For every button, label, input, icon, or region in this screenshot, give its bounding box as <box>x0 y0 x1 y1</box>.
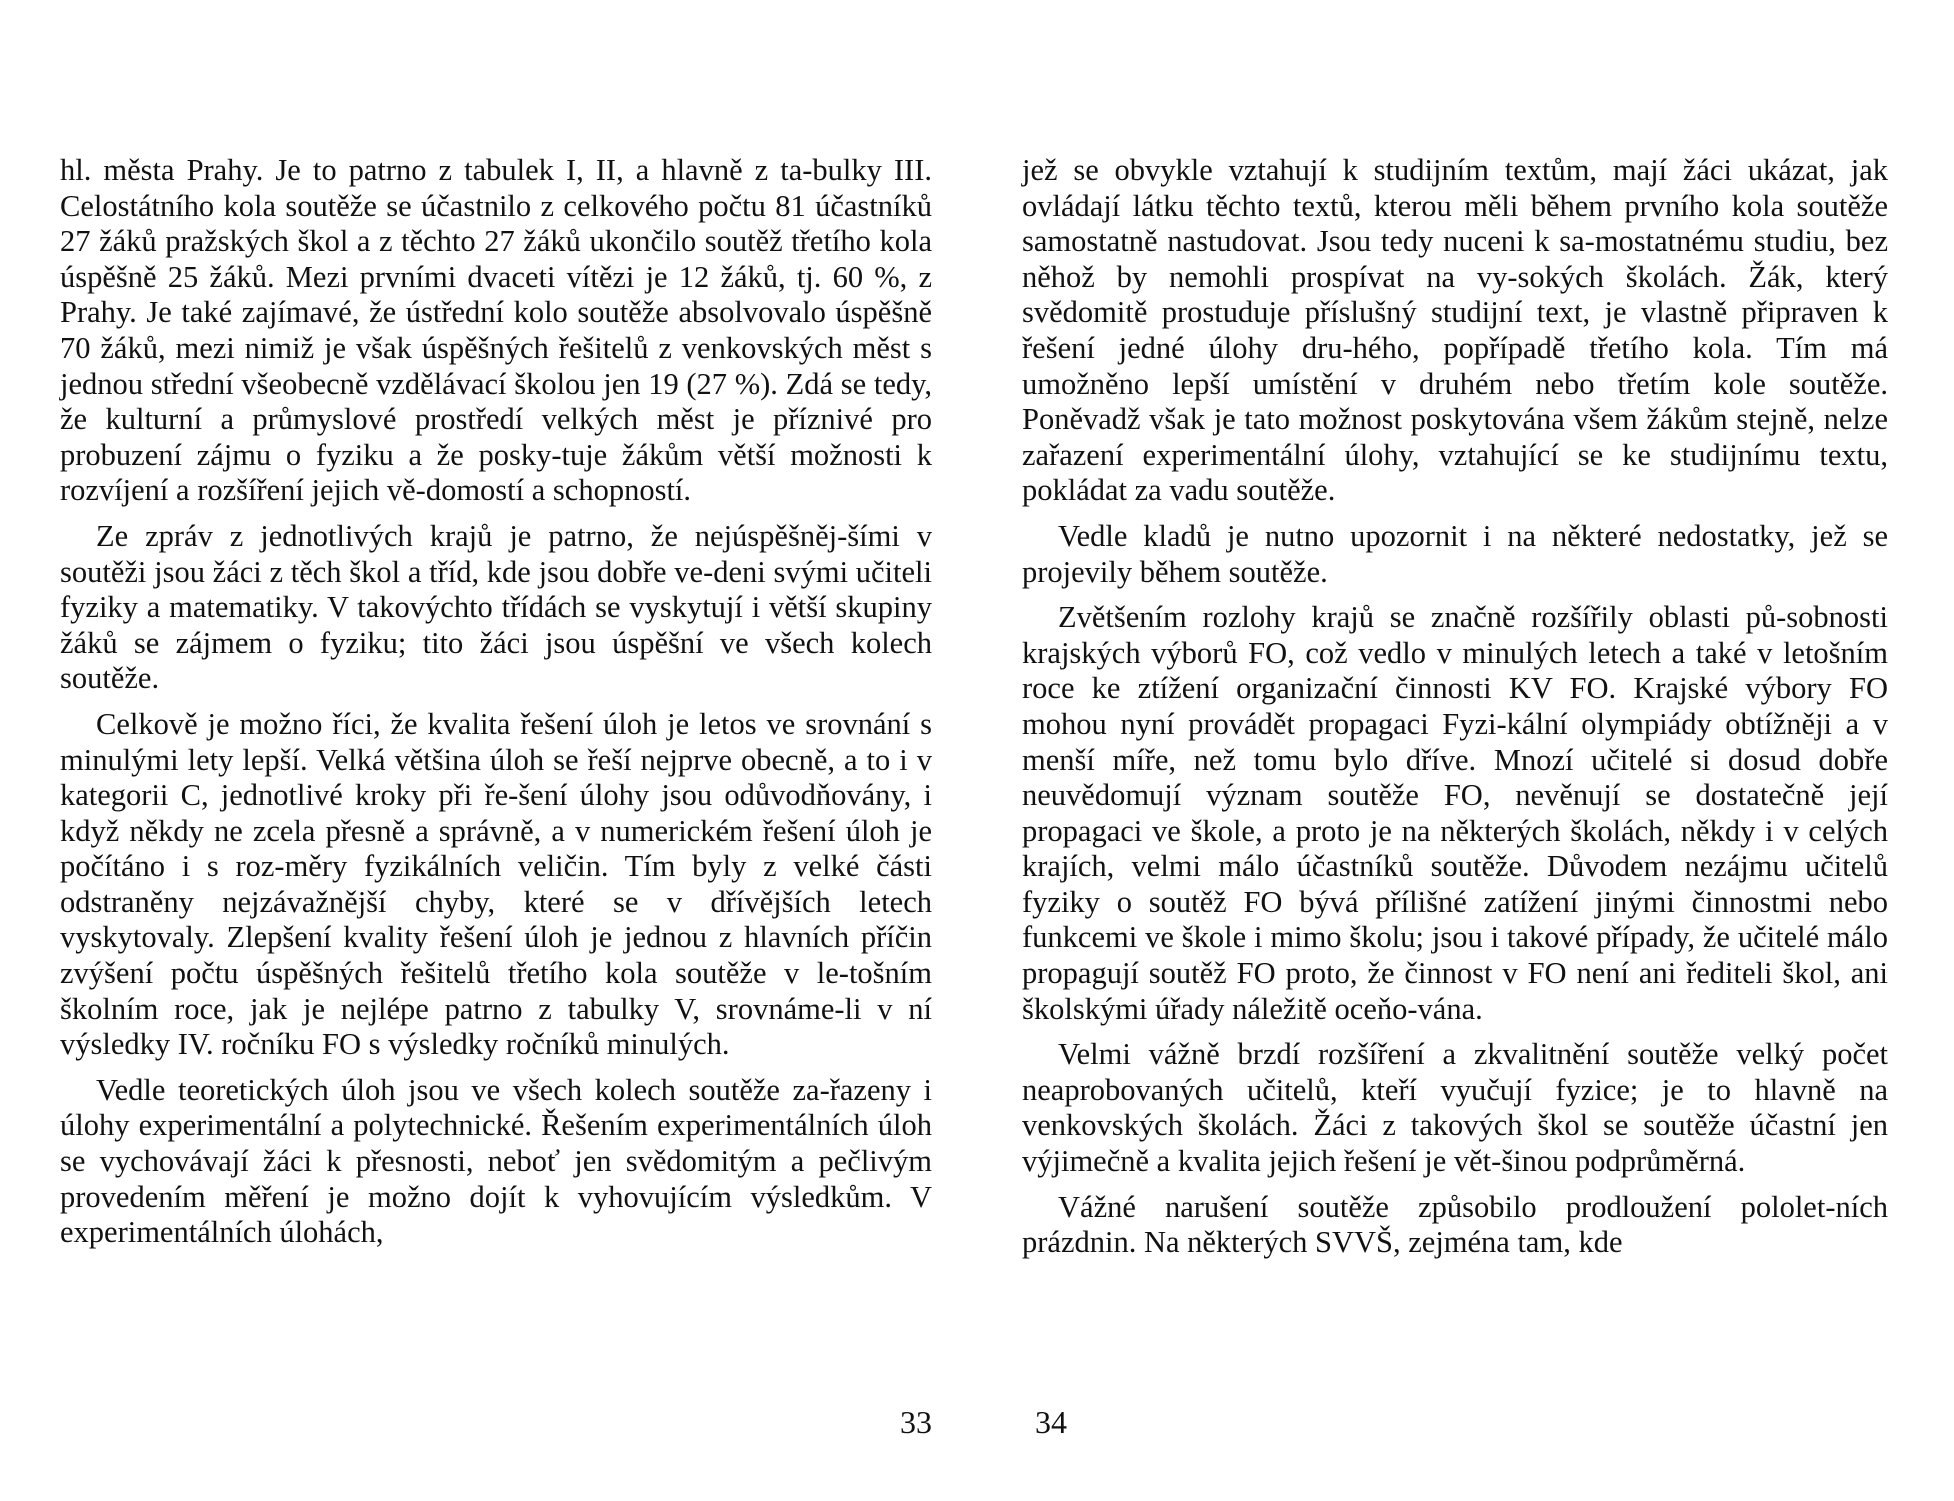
right-text-column <box>1022 153 1888 1261</box>
paragraph: Zvětšením rozlohy krajů se značně rozšířily oblasti pů-sobnosti krajských výborů FO, což vedlo v minulých letech a také v letošním roce ke ztížení organizační činnosti KV FO. Krajské výbory FO mohou nyní provádět propagaci Fyzi-kální olympiády obtížněji a v menší míře, než tomu bylo dříve. Mnozí učitelé si dosud dobře neuvědomují význam soutěže FO, nevěnují se dostatečně její propagaci ve škole, a proto je na některých školách, někdy i v celých krajích, velmi málo účastníků soutěže. Důvodem nezájmu učitelů fyziky o soutěž FO bývá přílišné zatížení jinými činnostmi nebo funkcemi ve škole i mimo školu; jsou i takové případy, že učitelé málo propagují soutěž FO proto, že činnost v FO není ani řediteli škol, ani školskými úřady náležitě oceňo-vána. <box>1022 600 1888 1026</box>
page-number: 33 <box>900 1404 932 1440</box>
right-page <box>977 0 1954 1501</box>
paragraph: Vedle kladů je nutno upozornit i na některé nedostatky, jež se projevily během soutěže. <box>1022 518 1888 589</box>
paragraph: jež se obvykle vztahují k studijním textům, mají žáci ukázat, jak ovládají látku těchto textů, kterou měli během prvního kola soutěže samostatně nastudovat. Jsou tedy nuceni k sa-mostatnému studiu, bez něhož by nemohli prospívat na vy-sokých školách. Žák, který svědomitě prostuduje příslušný studijní text, je vlastně připraven k řešení jedné úlohy dru-hého, popřípadě třetího kola. Tím má umožněno lepší umístění v druhém nebo třetím kole soutěže. Poněvadž však je tato možnost poskytována všem žákům stejně, nelze zařazení experimentální úlohy, vztahující se ke studijnímu textu, pokládat za vadu soutěže. <box>1022 153 1888 508</box>
page-number: 34 <box>1035 1404 1067 1440</box>
paragraph: Velmi vážně brzdí rozšíření a zkvalitnění soutěže velký počet neaprobovaných učitelů, kteří vyučují fyzice; je to hlavně na venkovských školách. Žáci z takových škol se soutěže účastní jen výjimečně a kvalita jejich řešení je vět-šinou podprůměrná. <box>1022 1037 1888 1179</box>
paragraph: hl. města Prahy. Je to patrno z tabulek I, II, a hlavně z ta-bulky III. Celostátního kola soutěže se účastnilo z celkového počtu 81 účastníků 27 žáků pražských škol a z těchto 27 žáků ukončilo soutěž třetího kola úspěšně 25 žáků. Mezi prvními dvaceti vítězi je 12 žáků, tj. 60 %, z Prahy. Je také zajímavé, že ústřední kolo soutěže absolvovalo úspěšně 70 žáků, mezi nimiž je však úspěšných řešitelů z venkovských měst s jednou střední všeobecně vzdělávací školou jen 19 (27 %). Zdá se tedy, že kulturní a průmyslové prostředí velkých měst je příznivé pro probuzení zájmu o fyziku a že posky-tuje žákům větší možnosti k rozvíjení a rozšíření jejich vě-domostí a schopností. <box>60 153 932 508</box>
paragraph: Celkově je možno říci, že kvalita řešení úloh je letos ve srovnání s minulými lety lepší. Velká většina úloh se řeší nejprve obecně, a to i v kategorii C, jednotlivé kroky při ře-šení úlohy jsou odůvodňovány, i když někdy ne zcela přesně a správně, a v numerickém řešení úloh je počítáno i s roz-měry fyzikálních veličin. Tím byly z velké části odstraněny nejzávažnější chyby, které se v dřívějších letech vyskytovaly. Zlepšení kvality řešení úloh je jednou z hlavních příčin zvýšení počtu úspěšných řešitelů třetího kola soutěže v le-tošním školním roce, jak je nejlépe patrno z tabulky V, srovnáme-li v ní výsledky IV. ročníku FO s výsledky ročníků minulých. <box>60 706 932 1062</box>
paragraph: Ze zpráv z jednotlivých krajů je patrno, že nejúspěšněj-šími v soutěži jsou žáci z těch škol a tříd, kde jsou dobře ve-deni svými učiteli fyziky a matematiky. V takovýchto třídách se vyskytují i větší skupiny žáků se zájmem o fyziku; tito žáci jsou úspěšní ve všech kolech soutěže. <box>60 518 932 696</box>
paragraph: Vedle teoretických úloh jsou ve všech kolech soutěže za-řazeny i úlohy experimentální a polytechnické. Řešením experimentálních úloh se vychovávají žáci k přesnosti, neboť jen svědomitým a pečlivým provedením měření je možno dojít k vyhovujícím výsledkům. V experimentálních úlohách, <box>60 1072 932 1250</box>
paragraph: Vážné narušení soutěže způsobilo prodloužení pololet-ních prázdnin. Na některých SVVŠ, zejména tam, kde <box>1022 1189 1888 1260</box>
left-text-column <box>60 153 932 1251</box>
